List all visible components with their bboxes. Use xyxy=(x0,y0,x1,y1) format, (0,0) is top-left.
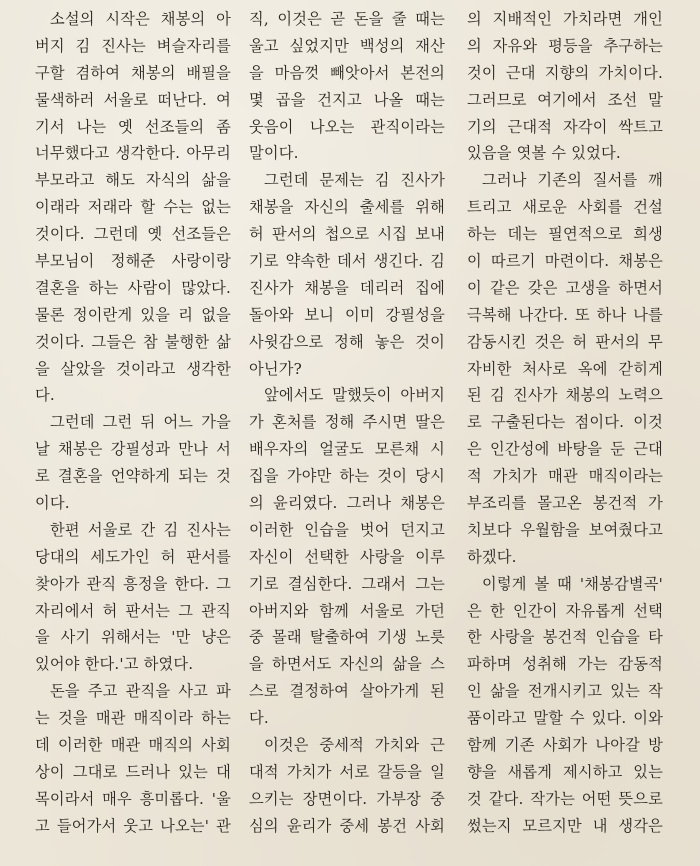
text-line: 썼는지 모르지만 내 생각은 xyxy=(467,816,663,835)
text-line: 함께 기존 사회가 나아갈 방 xyxy=(467,736,663,755)
text-line: 것이다. 그들은 참 불행한 삶 xyxy=(35,332,231,351)
text-line: 적 가치가 매관 매직이라는 xyxy=(467,467,663,486)
text-line: 의 윤리였다. 그러나 채봉은 xyxy=(249,494,445,513)
text-line: 는 것을 매관 매직이라 하는 xyxy=(35,709,231,728)
text-line: 이러한 인습을 벗어 던지고 xyxy=(249,520,445,539)
text-line: 이것은 중세적 가치와 근 xyxy=(264,736,445,755)
text-line: 사윗감으로 정해 놓은 것이 xyxy=(249,332,445,351)
text-column-3 xyxy=(467,6,663,840)
text-line: 채봉을 자신의 출세를 위해 xyxy=(249,198,445,217)
text-line: 하는 데는 필연적으로 희생 xyxy=(467,225,663,244)
text-line: 파하며 성취해 가는 감동적 xyxy=(467,655,663,674)
text-line: 웃음이 나오는 관직이라는 xyxy=(249,117,445,136)
text-line: 은 인간성에 바탕을 둔 근대 xyxy=(467,440,663,459)
text-line: 있음을 엿볼 수 있었다. xyxy=(467,144,621,163)
text-line: 이 같은 갖은 고생을 하면서 xyxy=(467,278,663,297)
text-line: 버지 김 진사는 벼슬자리를 xyxy=(35,36,231,55)
text-line: 앞에서도 말했듯이 아버지 xyxy=(264,386,445,405)
text-line: 이 따르기 마련이다. 채봉은 xyxy=(467,252,663,271)
text-line: 그런데 그런 뒤 어느 가을 xyxy=(50,413,231,432)
text-line: 이래라 저래라 할 수는 없는 xyxy=(35,198,231,217)
text-line: 찾아가 관직 흥정을 한다. 그 xyxy=(35,574,231,593)
text-line: 직, 이것은 곧 돈을 줄 때는 xyxy=(249,10,445,28)
text-line: 집을 가야만 하는 것이 당시 xyxy=(249,467,445,486)
text-line: 인 삶을 전개시키고 있는 작 xyxy=(467,682,663,701)
text-line: 자비한 처사로 옥에 갇히게 xyxy=(467,359,663,378)
text-line: 물색하러 서울로 떠난다. 여 xyxy=(35,90,231,109)
text-line: 중 몰래 탈출하여 기생 노릇 xyxy=(249,628,445,647)
text-line: 품이라고 말할 수 있다. 이와 xyxy=(467,709,663,728)
text-line: 자신이 선택한 사랑을 이루 xyxy=(249,547,445,566)
text-line: 을 하면서도 자신의 삶을 스 xyxy=(249,655,445,674)
text-line: 감동시킨 것은 허 판서의 무 xyxy=(467,332,663,351)
text-line: 기의 근대적 자각이 싹트고 xyxy=(467,117,663,136)
text-line: 극복해 나간다. 또 하나 나를 xyxy=(467,305,663,324)
text-line: 의 지배적인 가치라면 개인 xyxy=(467,10,663,28)
text-line: 당대의 세도가인 허 판서를 xyxy=(35,547,231,566)
text-line: 로 구출된다는 점이다. 이것 xyxy=(467,413,663,432)
text-line: 스로 결정하여 살아가게 된 xyxy=(249,682,445,701)
text-line: 기서 나는 옛 선조들의 좀 xyxy=(35,117,231,136)
text-line: 은 한 인간이 자유롭게 선택 xyxy=(467,601,663,620)
text-line: 향을 새롭게 제시하고 있는 xyxy=(467,762,663,781)
text-line: 기로 약속한 데서 생긴다. 김 xyxy=(249,252,445,271)
text-line: 의 자유와 평등을 추구하는 xyxy=(467,36,663,55)
text-line: 이렇게 볼 때 '채봉감별곡' xyxy=(482,574,663,593)
text-line: 아닌가? xyxy=(249,359,302,378)
text-line: 가 혼처를 정해 주시면 딸은 xyxy=(249,413,445,432)
text-line: 그러나 기존의 질서를 깨 xyxy=(482,171,663,190)
text-line: 소설의 시작은 채봉의 아 xyxy=(50,10,231,28)
text-line: 것이 근대 지향의 가치이다. xyxy=(467,63,663,82)
text-line: 돌아와 보니 이미 강필성을 xyxy=(249,305,445,324)
text-line: 목이라서 매우 흥미롭다. '울 xyxy=(35,789,231,808)
text-line: 상이 그대로 드러나 있는 대 xyxy=(35,762,231,781)
text-line: 그러므로 여기에서 조선 말 xyxy=(467,90,663,109)
text-line: 배우자의 얼굴도 모른채 시 xyxy=(249,440,445,459)
text-line: 말이다. xyxy=(249,144,299,163)
text-line: 자리에서 허 판서는 그 관직 xyxy=(35,601,231,620)
text-line: 부모라고 해도 자식의 삶을 xyxy=(35,171,231,190)
text-line: 부모님이 정해준 사랑이랑 xyxy=(35,252,231,271)
text-column-1 xyxy=(35,6,231,840)
text-line: 으키는 장면이다. 가부장 중 xyxy=(249,789,445,808)
text-line: 날 채봉은 강필성과 만나 서 xyxy=(35,440,231,459)
text-line: 진사가 채봉을 데리러 집에 xyxy=(249,278,445,297)
text-line: 결혼을 하는 사람이 많았다. xyxy=(35,278,231,297)
text-line: 을 사기 위해서는 '만 냥은 xyxy=(35,628,231,647)
text-line: 을 마음껏 빼앗아서 본전의 xyxy=(249,63,445,82)
text-line: 그런데 문제는 김 진사가 xyxy=(264,171,445,190)
text-column-2 xyxy=(249,6,445,840)
text-line: 대적 가치가 서로 갈등을 일 xyxy=(249,762,445,781)
text-line: 부조리를 몰고온 봉건적 가 xyxy=(467,494,663,513)
text-line: 하겠다. xyxy=(467,547,517,566)
text-line: 로 결혼을 언약하게 되는 것 xyxy=(35,467,231,486)
text-line: 이다. xyxy=(35,494,70,513)
text-line: 고 들어가서 웃고 나오는' 관 xyxy=(35,816,231,835)
text-line: 다. xyxy=(35,386,55,405)
text-line: 심의 윤리가 중세 봉건 사회 xyxy=(249,816,445,835)
text-line: 된 김 진사가 채봉의 노력으 xyxy=(467,386,663,405)
text-line: 한편 서울로 간 김 진사는 xyxy=(50,520,231,539)
text-line: 허 판서의 첩으로 시집 보내 xyxy=(249,225,445,244)
text-line: 치보다 우월함을 보여줬다고 xyxy=(467,520,663,539)
text-line: 돈을 주고 관직을 사고 파 xyxy=(50,682,231,701)
text-line: 너무했다고 생각한다. 아무리 xyxy=(35,144,231,163)
text-line: 구할 겸하여 채봉의 배필을 xyxy=(35,63,231,82)
text-line: 아버지와 함께 서울로 가던 xyxy=(249,601,445,620)
text-line: 트리고 새로운 사회를 건설 xyxy=(467,198,663,217)
text-line: 데 이러한 매관 매직의 사회 xyxy=(35,736,231,755)
text-line: 것 같다. 작가는 어떤 뜻으로 xyxy=(467,789,663,808)
text-line: 한 사랑을 봉건적 인습을 타 xyxy=(467,628,663,647)
text-line: 물론 정이란게 있을 리 없을 xyxy=(35,305,231,324)
text-line: 몇 곱을 건지고 나올 때는 xyxy=(249,90,445,109)
text-line: 것이다. 그런데 옛 선조들은 xyxy=(35,225,231,244)
text-line: 기로 결심한다. 그래서 그는 xyxy=(249,574,445,593)
text-line: 을 살았을 것이라고 생각한 xyxy=(35,359,231,378)
text-line: 다. xyxy=(249,709,269,728)
text-line: 울고 싶었지만 백성의 재산 xyxy=(249,36,445,55)
text-line: 있어야 한다.'고 하였다. xyxy=(35,655,194,674)
